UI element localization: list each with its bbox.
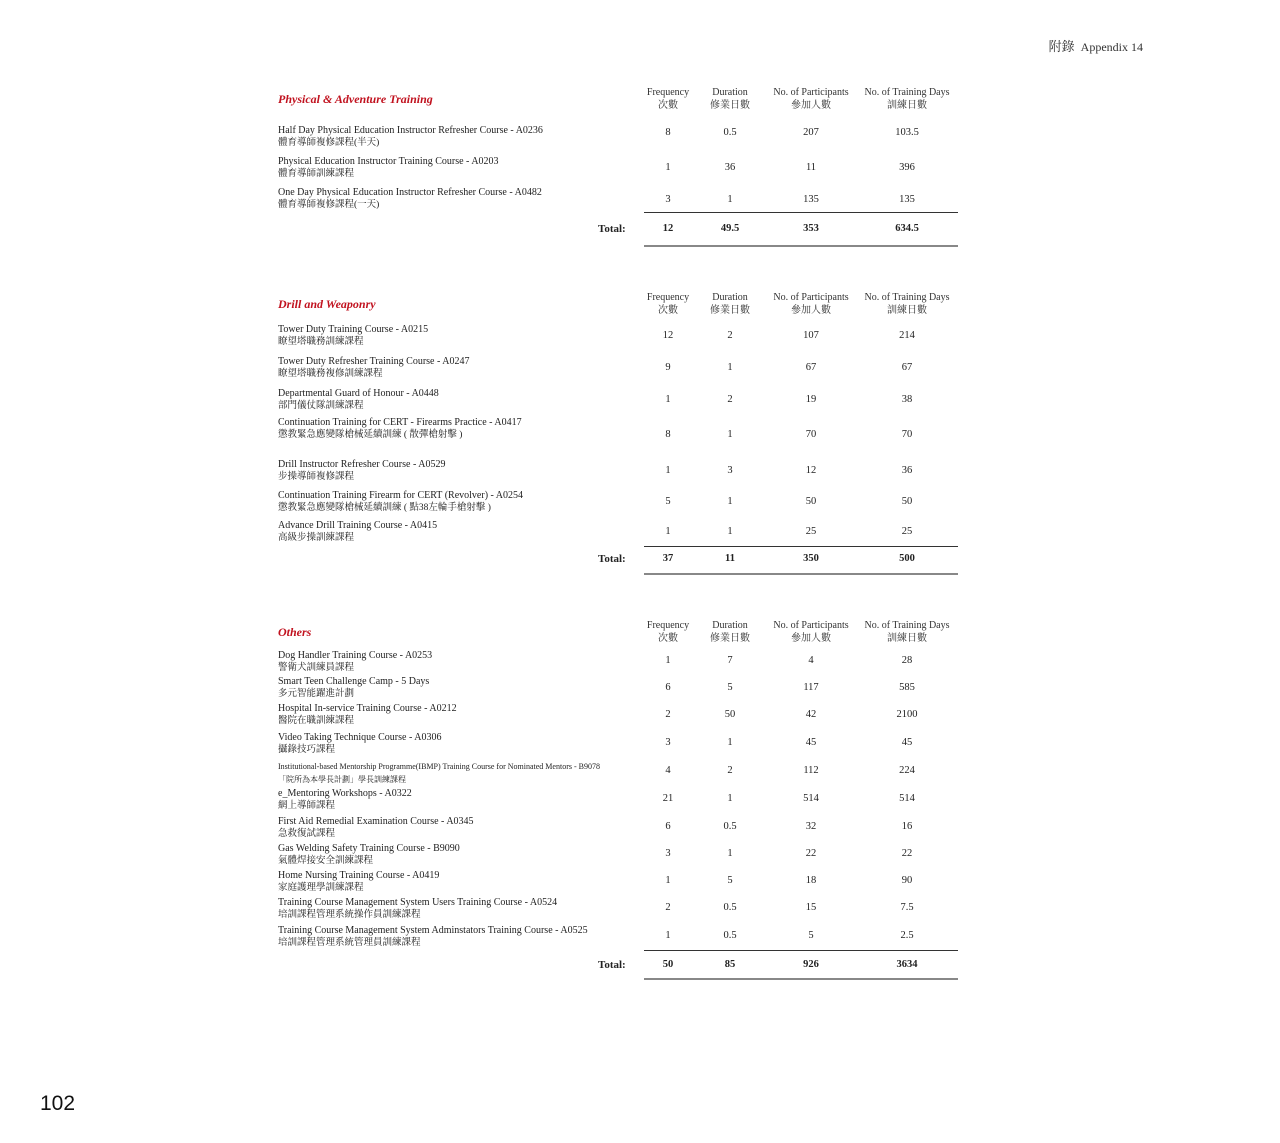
col-head-frequency: Frequency 次數 [646, 87, 690, 111]
duration-value: 36 [724, 162, 736, 173]
training-days-value: 45 [901, 737, 913, 748]
duration-value: 2 [727, 394, 733, 405]
frequency-value: 1 [665, 394, 671, 405]
duration-value: 0.5 [723, 127, 737, 138]
duration-value: 1 [727, 848, 733, 859]
participants-value: 18 [805, 875, 817, 886]
participants-value: 207 [803, 127, 819, 138]
course-name: Training Course Management System Adminstators Training Course - A0525 培訓課程管理系統管理員訓練課程 [278, 925, 588, 948]
frequency-value: 5 [665, 496, 671, 507]
frequency-value: 8 [665, 429, 671, 440]
frequency-value: 21 [662, 793, 674, 804]
duration-total: 85 [724, 959, 736, 970]
training-days-value: 36 [901, 465, 913, 476]
duration-total: 11 [725, 553, 735, 564]
participants-value: 45 [805, 737, 817, 748]
frequency-value: 3 [665, 194, 671, 205]
training-days-value: 25 [901, 526, 913, 537]
training-days-value: 2100 [896, 709, 918, 720]
col-head-training-days: No. of Training Days 訓練日數 [864, 87, 950, 111]
duration-value: 2 [727, 330, 733, 341]
page-number: 102 [40, 1092, 76, 1115]
participants-value: 67 [805, 362, 817, 373]
duration-value: 50 [724, 709, 736, 720]
participants-value: 12 [805, 465, 817, 476]
total-label: Total: [598, 553, 626, 565]
participants-value: 32 [805, 821, 817, 832]
training-days-value: 70 [901, 429, 913, 440]
course-name: Video Taking Technique Course - A0306 攝錄技巧課程 [278, 732, 442, 755]
training-days-value: 16 [901, 821, 913, 832]
duration-value: 0.5 [723, 902, 737, 913]
frequency-value: 1 [665, 162, 671, 173]
frequency-value: 3 [665, 737, 671, 748]
training-days-total: 500 [899, 553, 915, 564]
duration-value: 1 [727, 793, 733, 804]
training-days-value: 67 [901, 362, 913, 373]
participants-value: 4 [808, 655, 814, 666]
section-title: Others [278, 625, 312, 639]
duration-value: 1 [727, 496, 733, 507]
course-name: Continuation Training Firearm for CERT (Revolver) - A0254 懲教緊急應變隊槍械延續訓練 ( 點38左輪手槍射擊 ) [278, 490, 524, 513]
duration-value: 7 [727, 655, 733, 666]
training-days-value: 103.5 [895, 127, 919, 138]
duration-value: 1 [727, 526, 733, 537]
course-name: Training Course Management System Users Training Course - A0524 培訓課程管理系統操作員訓練課程 [278, 897, 558, 920]
frequency-value: 9 [665, 362, 671, 373]
course-name: Dog Handler Training Course - A0253 警衛犬訓練員課程 [278, 650, 433, 673]
participants-value: 135 [803, 194, 819, 205]
col-head-participants: No. of Participants 參加人數 [773, 292, 849, 316]
total-bottom-rule [644, 245, 958, 247]
col-head-participants: No. of Participants 參加人數 [773, 87, 849, 111]
course-name: Half Day Physical Education Instructor Refresher Course - A0236 體育導師複修課程(半天) [278, 125, 543, 148]
training-days-value: 396 [899, 162, 915, 173]
training-days-value: 2.5 [900, 930, 914, 941]
participants-value: 107 [803, 330, 819, 341]
frequency-total: 37 [662, 553, 674, 564]
total-bottom-rule [644, 573, 958, 575]
training-days-value: 38 [901, 394, 913, 405]
participants-value: 112 [803, 765, 819, 776]
total-top-rule [644, 212, 958, 213]
training-days-total: 3634 [896, 959, 918, 970]
col-head-frequency: Frequency 次數 [646, 292, 690, 316]
training-days-value: 28 [901, 655, 913, 666]
training-days-value: 214 [899, 330, 915, 341]
participants-value: 15 [805, 902, 817, 913]
participants-value: 42 [805, 709, 817, 720]
frequency-value: 1 [665, 875, 671, 886]
total-label: Total: [598, 223, 626, 235]
frequency-value: 12 [662, 330, 674, 341]
appendix-header [1049, 36, 1143, 55]
participants-value: 50 [805, 496, 817, 507]
frequency-value: 8 [665, 127, 671, 138]
training-days-value: 22 [901, 848, 913, 859]
duration-value: 1 [727, 194, 733, 205]
course-name: First Aid Remedial Examination Course - A0345 急救復試課程 [278, 816, 474, 839]
duration-value: 1 [727, 429, 733, 440]
frequency-value: 6 [665, 682, 671, 693]
frequency-value: 1 [665, 465, 671, 476]
section-drill-weaponry [278, 289, 958, 579]
participants-value: 11 [805, 162, 817, 173]
duration-value: 5 [727, 875, 733, 886]
frequency-value: 4 [665, 765, 671, 776]
participants-value: 25 [805, 526, 817, 537]
participants-value: 22 [805, 848, 817, 859]
duration-value: 1 [727, 362, 733, 373]
duration-total: 49.5 [720, 223, 740, 234]
course-name: Gas Welding Safety Training Course - B9090 氣體焊接安全訓練課程 [278, 843, 460, 866]
course-name: Departmental Guard of Honour - A0448 部門儀仗隊訓練課程 [278, 388, 439, 411]
frequency-value: 1 [665, 526, 671, 537]
col-head-frequency: Frequency 次數 [646, 620, 690, 644]
col-head-training-days: No. of Training Days 訓練日數 [864, 620, 950, 644]
participants-total: 350 [803, 553, 819, 564]
section-title: Drill and Weaponry [278, 297, 376, 311]
total-bottom-rule [644, 978, 958, 980]
course-name: Home Nursing Training Course - A0419 家庭護理學訓練課程 [278, 870, 440, 893]
course-name: Hospital In-service Training Course - A0212 醫院在職訓練課程 [278, 703, 457, 726]
frequency-value: 6 [665, 821, 671, 832]
duration-value: 0.5 [723, 821, 737, 832]
section-physical-adventure [278, 84, 958, 254]
frequency-total: 12 [662, 223, 674, 234]
participants-value: 514 [803, 793, 819, 804]
training-days-value: 135 [899, 194, 915, 205]
participants-value: 70 [805, 429, 817, 440]
participants-total: 353 [803, 223, 819, 234]
col-head-training-days: No. of Training Days 訓練日數 [864, 292, 950, 316]
appendix-label-zh: 附錄 [1048, 39, 1075, 54]
total-label: Total: [598, 959, 626, 971]
training-days-value: 90 [901, 875, 913, 886]
participants-value: 5 [808, 930, 814, 941]
course-name: Drill Instructor Refresher Course - A0529 步操導師複修課程 [278, 459, 446, 482]
frequency-value: 2 [665, 709, 671, 720]
participants-total: 926 [803, 959, 819, 970]
col-head-duration: Duration 修業日數 [710, 87, 750, 111]
course-name: One Day Physical Education Instructor Refresher Course - A0482 體育導師複修課程(一天) [278, 187, 542, 210]
total-top-rule [644, 546, 958, 547]
frequency-total: 50 [662, 959, 674, 970]
frequency-value: 2 [665, 902, 671, 913]
total-top-rule [644, 950, 958, 951]
duration-value: 3 [727, 465, 733, 476]
participants-value: 19 [805, 394, 817, 405]
training-days-value: 514 [899, 793, 915, 804]
col-head-participants: No. of Participants 參加人數 [773, 620, 849, 644]
col-head-duration: Duration 修業日數 [710, 292, 750, 316]
frequency-value: 1 [665, 655, 671, 666]
section-others [278, 617, 958, 987]
participants-value: 117 [803, 682, 819, 693]
course-name: Advance Drill Training Course - A0415 高級步操訓練課程 [278, 520, 438, 543]
duration-value: 1 [727, 737, 733, 748]
duration-value: 0.5 [723, 930, 737, 941]
course-name: Continuation Training for CERT - Firearms Practice - A0417 懲教緊急應變隊槍械延續訓練 ( 散彈槍射擊 ) [278, 417, 522, 440]
section-title: Physical & Adventure Training [278, 92, 433, 106]
course-name: Institutional-based Mentorship Programme(IBMP) Training Course for Nominated Mentors - B9078 「院所為本學長計劃」學長訓練課程 [278, 762, 600, 784]
course-name: e_Mentoring Workshops - A0322 網上導師課程 [278, 788, 412, 811]
training-days-value: 224 [899, 765, 915, 776]
course-name: Tower Duty Refresher Training Course - A0247 瞭望塔職務複修訓練課程 [278, 356, 470, 379]
course-name: Smart Teen Challenge Camp - 5 Days 多元智能躍進計劃 [278, 676, 430, 699]
training-days-value: 7.5 [900, 902, 914, 913]
training-days-value: 50 [901, 496, 913, 507]
course-name: Physical Education Instructor Training Course - A0203 體育導師訓練課程 [278, 156, 499, 179]
col-head-duration: Duration 修業日數 [710, 620, 750, 644]
training-days-total: 634.5 [895, 223, 919, 234]
course-name: Tower Duty Training Course - A0215 瞭望塔職務訓練課程 [278, 324, 429, 347]
duration-value: 5 [727, 682, 733, 693]
appendix-label-en: Appendix 14 [1080, 40, 1143, 54]
training-days-value: 585 [899, 682, 915, 693]
duration-value: 2 [727, 765, 733, 776]
frequency-value: 3 [665, 848, 671, 859]
frequency-value: 1 [665, 930, 671, 941]
